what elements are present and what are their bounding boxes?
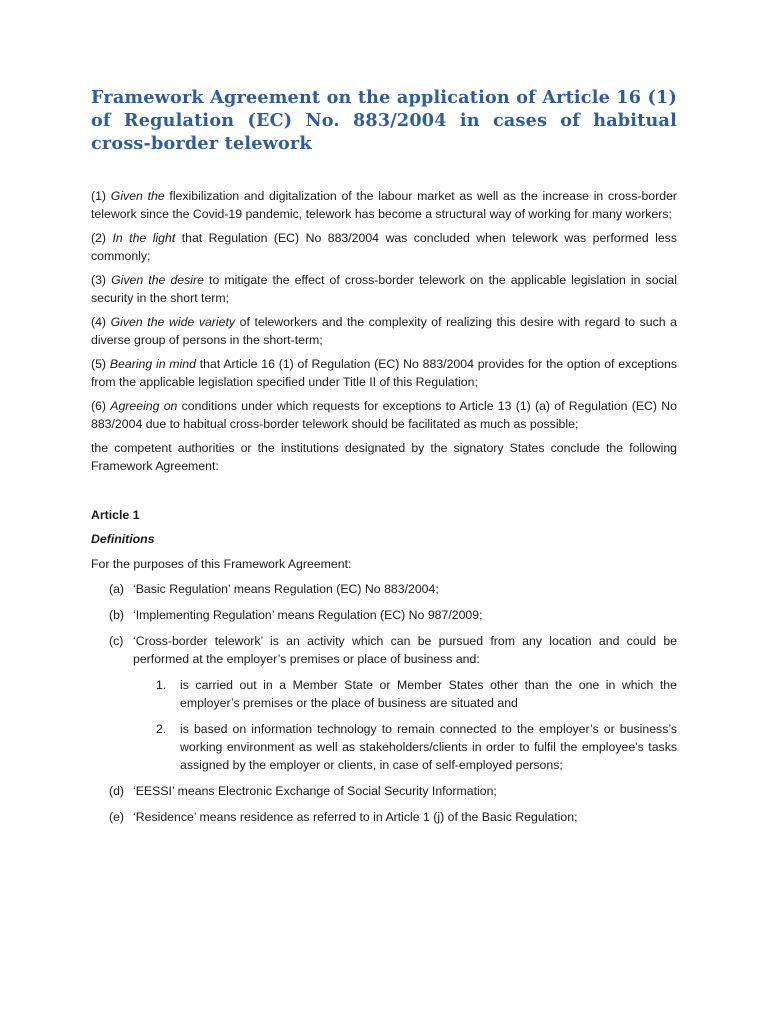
- recital-number: (6): [91, 399, 107, 413]
- document-page: [91, 86, 677, 834]
- definition-item: [91, 782, 677, 800]
- definition-text: ‘EESSI’ means Electronic Exchange of Social Security Information;: [133, 784, 497, 798]
- recital-text: that Regulation (EC) No 883/2004 was concluded when telework was performed less commonly;: [91, 231, 677, 263]
- recital-text: conditions under which requests for exceptions to Article 13 (1) (a) of Regulation (EC) No 883/2004 due to habitual cross-border telework should be facilitated as much as possible;: [91, 399, 677, 431]
- definition-item: [91, 580, 677, 598]
- recital-lead: Bearing in mind: [109, 357, 196, 371]
- definition-marker: (c): [109, 634, 124, 648]
- recital-5: [91, 355, 677, 391]
- recital-lead: Given the: [110, 189, 165, 203]
- recital-lead: In the light: [112, 231, 176, 245]
- recital-lead: Given the desire: [111, 273, 204, 287]
- definition-marker: (b): [109, 608, 125, 622]
- sub-item-number: 1.: [156, 678, 167, 692]
- recital-number: (3): [91, 273, 107, 287]
- recital-3: [91, 271, 677, 307]
- recital-text: flexibilization and digitalization of the labour market as well as the increase in cross-border telework since the Covid-19 pandemic, telework has become a structural way of working for many workers;: [91, 189, 677, 221]
- definition-item: [91, 808, 677, 826]
- recital-4: [91, 313, 677, 349]
- recital-number: (5): [91, 357, 107, 371]
- sub-item: [133, 676, 677, 712]
- definition-text: ‘Basic Regulation’ means Regulation (EC) No 883/2004;: [133, 582, 439, 596]
- sub-list: [133, 676, 677, 774]
- recital-1: [91, 187, 677, 223]
- recital-lead: Agreeing on: [110, 399, 178, 413]
- recital-6: [91, 397, 677, 433]
- recital-number: (2): [91, 231, 107, 245]
- recital-number: (1): [91, 189, 107, 203]
- definition-marker: (e): [109, 810, 125, 824]
- definition-marker: (a): [109, 582, 125, 596]
- definition-text: ‘Residence’ means residence as referred to in Article 1 (j) of the Basic Regulation;: [133, 810, 578, 824]
- definition-marker: (d): [109, 784, 125, 798]
- definition-item: [91, 606, 677, 624]
- article-intro: For the purposes of this Framework Agreement:: [91, 557, 352, 571]
- definition-item: [91, 632, 677, 774]
- definitions-list: [91, 580, 677, 826]
- definition-text: ‘Cross-border telework’ is an activity which can be pursued from any location and could be performed at the employer’s premises or place of business and:: [133, 634, 677, 666]
- conclusion-paragraph: the competent authorities or the institutions designated by the signatory States conclude the following Framework Agreement:: [91, 441, 677, 473]
- sub-item-text: is carried out in a Member State or Member States other than the one in which the employer’s premises or the place of business are situated and: [180, 678, 677, 710]
- recital-text: to mitigate the effect of cross-border telework on the applicable legislation in social security in the short term;: [91, 273, 678, 305]
- sub-item: [133, 720, 677, 774]
- recital-2: [91, 229, 677, 265]
- document-title: Framework Agreement on the application of Article 16 (1) of Regulation (EC) No. 883/2004 in cases of habitual cross-border telework: [91, 87, 677, 154]
- article-heading: Article 1: [91, 508, 140, 522]
- sub-item-number: 2.: [156, 722, 167, 736]
- recital-lead: Given the wide variety: [110, 315, 236, 329]
- sub-item-text: is based on information technology to remain connected to the employer’s or business’s working environment as well as stakeholders/clients in order to fulfil the employee’s tasks assigned by the employer or clients, in case of self-employed persons;: [180, 722, 677, 772]
- recital-text: of teleworkers and the complexity of realizing this desire with regard to such a diverse group of persons in the short-term;: [91, 315, 677, 347]
- recital-text: that Article 16 (1) of Regulation (EC) No 883/2004 provides for the option of exceptions from the applicable legislation specified under Title II of this Regulation;: [91, 357, 678, 389]
- article-subheading: Definitions: [91, 532, 155, 546]
- recitals: [91, 187, 677, 475]
- recital-number: (4): [91, 315, 107, 329]
- definition-text: ‘Implementing Regulation’ means Regulation (EC) No 987/2009;: [133, 608, 483, 622]
